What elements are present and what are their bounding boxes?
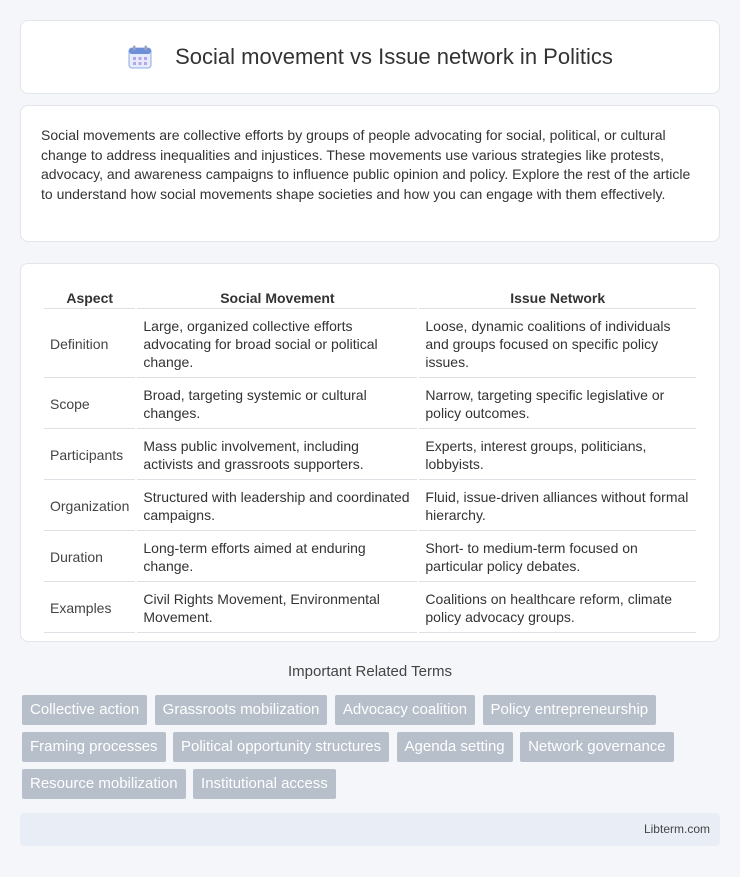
related-term-tag[interactable]: Advocacy coalition xyxy=(335,695,475,725)
cell-issue-network: Narrow, targeting specific legislative or policy outcomes. xyxy=(419,380,696,429)
related-term-tag[interactable]: Grassroots mobilization xyxy=(155,695,328,725)
header-card xyxy=(20,20,720,94)
calendar-icon xyxy=(127,44,153,70)
table-row xyxy=(44,311,696,378)
cell-social-movement: Long-term efforts aimed at enduring change. xyxy=(137,533,417,582)
intro-card xyxy=(20,105,720,242)
header-aspect: Aspect xyxy=(44,286,135,309)
footer xyxy=(20,813,720,846)
cell-issue-network: Experts, interest groups, politicians, lobbyists. xyxy=(419,431,696,480)
footer-site-link[interactable]: Libterm.com xyxy=(643,822,710,836)
related-term-tag[interactable]: Agenda setting xyxy=(397,732,513,762)
cell-social-movement: Broad, targeting systemic or cultural changes. xyxy=(137,380,417,429)
intro-text: Social movements are collective efforts by groups of people advocating for social, political, or cultural change to address inequalities and injustices. These movements use various strategies like protests, advocacy, and awareness campaigns to influence public opinion and policy. Explore the rest of the article to understand how social movements shape societies and how you can engage with them effectively. xyxy=(41,127,691,202)
cell-social-movement: Structured with leadership and coordinated campaigns. xyxy=(137,482,417,531)
cell-social-movement: Civil Rights Movement, Environmental Movement. xyxy=(137,584,417,633)
related-term-tag[interactable]: Institutional access xyxy=(193,769,336,799)
header-social-movement: Social Movement xyxy=(137,286,417,309)
related-term-tag[interactable]: Policy entrepreneurship xyxy=(483,695,657,725)
table-row xyxy=(44,431,696,480)
table-header-row xyxy=(44,286,696,309)
table-row xyxy=(44,533,696,582)
related-term-tag[interactable]: Network governance xyxy=(520,732,674,762)
cell-issue-network: Loose, dynamic coalitions of individuals and groups focused on specific policy issues. xyxy=(419,311,696,378)
cell-aspect: Participants xyxy=(44,431,135,480)
related-terms-list xyxy=(22,695,722,806)
cell-social-movement: Large, organized collective efforts advocating for broad social or political change. xyxy=(137,311,417,378)
cell-issue-network: Coalitions on healthcare reform, climate policy advocacy groups. xyxy=(419,584,696,633)
cell-aspect: Scope xyxy=(44,380,135,429)
cell-aspect: Organization xyxy=(44,482,135,531)
cell-aspect: Definition xyxy=(44,311,135,378)
cell-issue-network: Short- to medium-term focused on particular policy debates. xyxy=(419,533,696,582)
comparison-table xyxy=(42,284,698,635)
comparison-table-card xyxy=(20,263,720,642)
table-row xyxy=(44,380,696,429)
header-issue-network: Issue Network xyxy=(419,286,696,309)
related-terms-title: Important Related Terms xyxy=(288,663,452,680)
cell-social-movement: Mass public involvement, including activists and grassroots supporters. xyxy=(137,431,417,480)
cell-issue-network: Fluid, issue-driven alliances without formal hierarchy. xyxy=(419,482,696,531)
cell-aspect: Duration xyxy=(44,533,135,582)
table-row xyxy=(44,482,696,531)
page-title: Social movement vs Issue network in Politics xyxy=(175,44,613,69)
related-term-tag[interactable]: Framing processes xyxy=(22,732,166,762)
cell-aspect: Examples xyxy=(44,584,135,633)
related-term-tag[interactable]: Political opportunity structures xyxy=(173,732,389,762)
table-row xyxy=(44,584,696,633)
related-term-tag[interactable]: Collective action xyxy=(22,695,147,725)
related-term-tag[interactable]: Resource mobilization xyxy=(22,769,186,799)
